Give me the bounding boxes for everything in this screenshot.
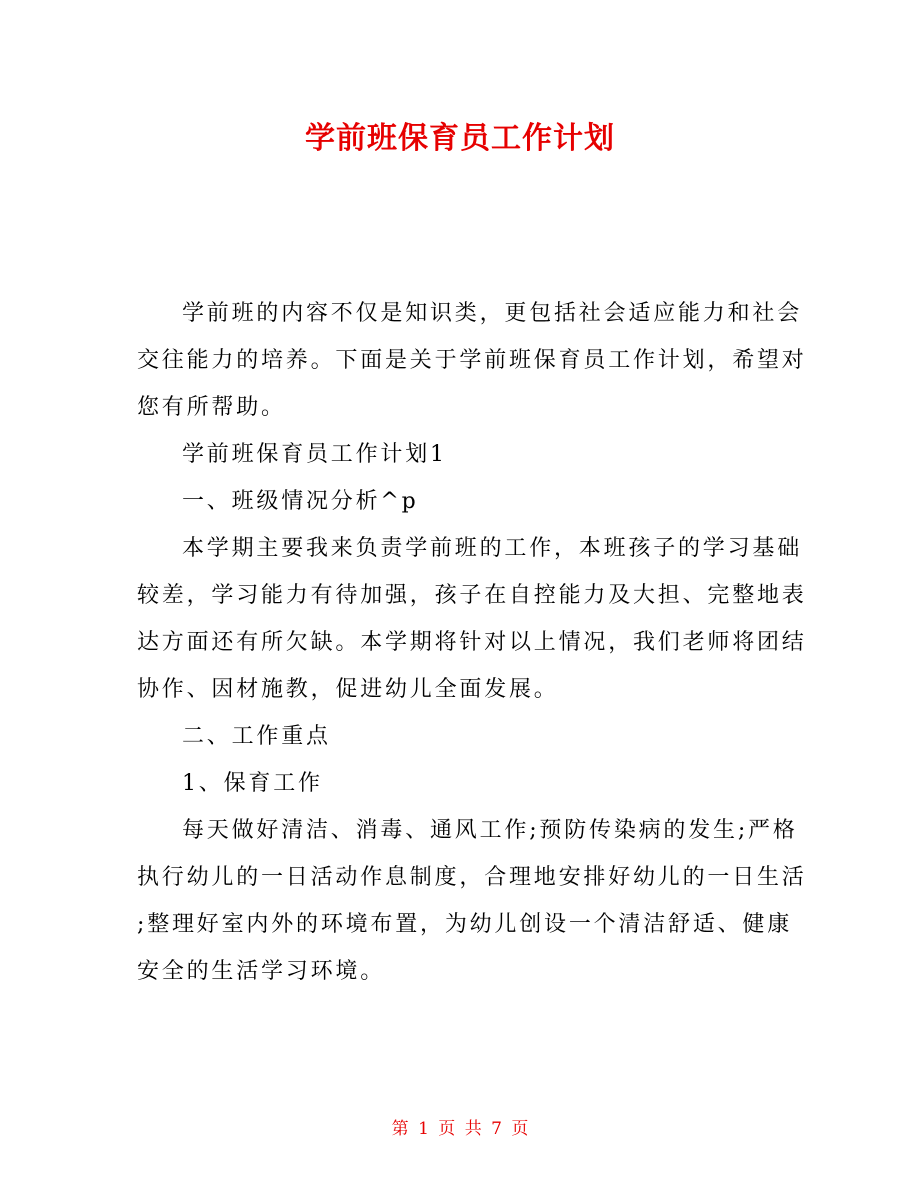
document-body <box>137 290 807 995</box>
text-line: 学前班保育员工作计划1 <box>182 442 447 467</box>
text-line: 执行幼儿的一日活动作息制度，合理地安排好幼儿的一日生活 <box>137 865 807 890</box>
text-line: 安全的生活学习环境。 <box>137 959 386 984</box>
text-line: 学前班的内容不仅是知识类，更包括社会适应能力和社会 <box>182 301 803 326</box>
text-line: 您有所帮助。 <box>137 395 286 420</box>
text-line: 一、班级情况分析^p <box>182 489 419 514</box>
text-line: 每天做好清洁、消毒、通风工作;预防传染病的发生;严格 <box>182 818 798 843</box>
text-line: ;整理好室内外的环境布置，为幼儿创设一个清洁舒适、健康 <box>137 912 793 937</box>
document-title: 学前班保育员工作计划 <box>305 121 615 156</box>
text-line: 协作、因材施教，促进幼儿全面发展。 <box>137 677 559 702</box>
text-line: 本学期主要我来负责学前班的工作，本班孩子的学习基础 <box>182 536 803 561</box>
text-line: 达方面还有所欠缺。本学期将针对以上情况，我们老师将团结 <box>137 630 807 655</box>
page-footer: 第 1 页 共 7 页 <box>391 1119 529 1139</box>
text-line: 1、保育工作 <box>182 771 323 796</box>
text-line: 交往能力的培养。下面是关于学前班保育员工作计划，希望对 <box>137 348 807 373</box>
text-line: 较差，学习能力有待加强，孩子在自控能力及大担、完整地表 <box>137 583 807 608</box>
text-line: 二、工作重点 <box>182 724 331 749</box>
